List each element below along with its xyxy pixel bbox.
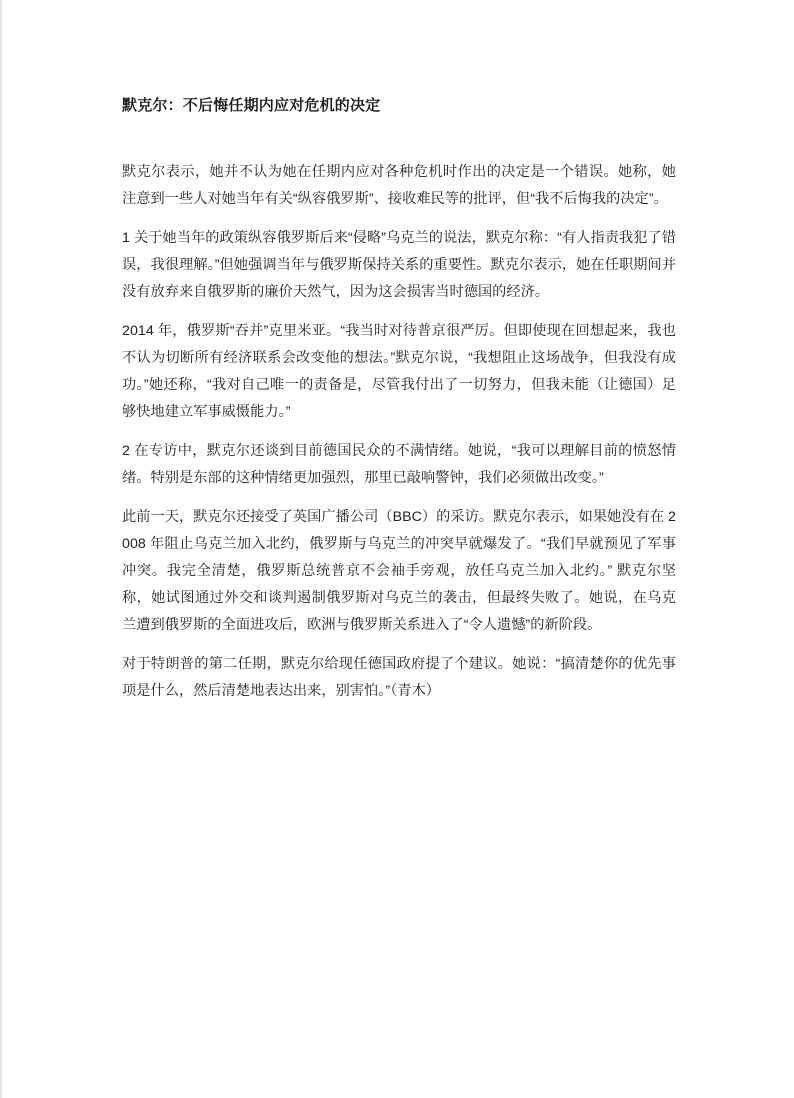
- paragraph: 对于特朗普的第二任期，默克尔给现任德国政府提了个建议。她说：“搞清楚你的优先事项是什么，然后清楚地表达出来，别害怕。”（青木）: [122, 656, 676, 699]
- paragraph: 2 在专访中，默克尔还谈到目前德国民众的不满情绪。她说，“我可以理解目前的愤怒情绪。特别是东部的这种情绪更加强烈，那里已敲响警钟，我们必须做出改变。”: [122, 443, 676, 486]
- paragraph: 2014 年，俄罗斯“吞并”克里米亚。“我当时对待普京很严厉。但即使现在回想起来，我也不认为切断所有经济联系会改变他的想法。”默克尔说，“我想阻止这场战争，但我没有成功。”她还称，“我对自己唯一的责备是，尽管我付出了一切努力，但我未能（让德国）足够快地建立军事威慑能力。”: [122, 323, 676, 420]
- page-title: 默克尔：不后悔任期内应对危机的决定: [122, 97, 381, 114]
- article-body: [122, 159, 676, 705]
- paragraph: 1 关于她当年的政策纵容俄罗斯后来“侵略”乌克兰的说法，默克尔称：“有人指责我犯了错误，我很理解。”但她强调当年与俄罗斯保持关系的重要性。默克尔表示，她在任职期间并没有放弃来自俄罗斯的廉价天然气，因为这会损害当时德国的经济。: [122, 230, 676, 300]
- paragraph: 默克尔表示，她并不认为她在任期内应对各种危机时作出的决定是一个错误。她称，她注意到一些人对她当年有关“纵容俄罗斯”、接收难民等的批评，但“我不后悔我的决定”。: [122, 164, 676, 207]
- paragraph: 此前一天，默克尔还接受了英国广播公司（BBC）的采访。默克尔表示，如果她没有在 2008 年阻止乌克兰加入北约，俄罗斯与乌克兰的冲突早就爆发了。“我们早就预见了军事冲突。我完全清楚，俄罗斯总统普京不会袖手旁观，放任乌克兰加入北约。” 默克尔坚称，她试图通过外交和谈判遏制俄罗斯对乌克兰的袭击，但最终失败了。她说，在乌克兰遭到俄罗斯的全面进攻后，欧洲与俄罗斯关系进入了“令人遗憾”的新阶段。: [122, 509, 676, 633]
